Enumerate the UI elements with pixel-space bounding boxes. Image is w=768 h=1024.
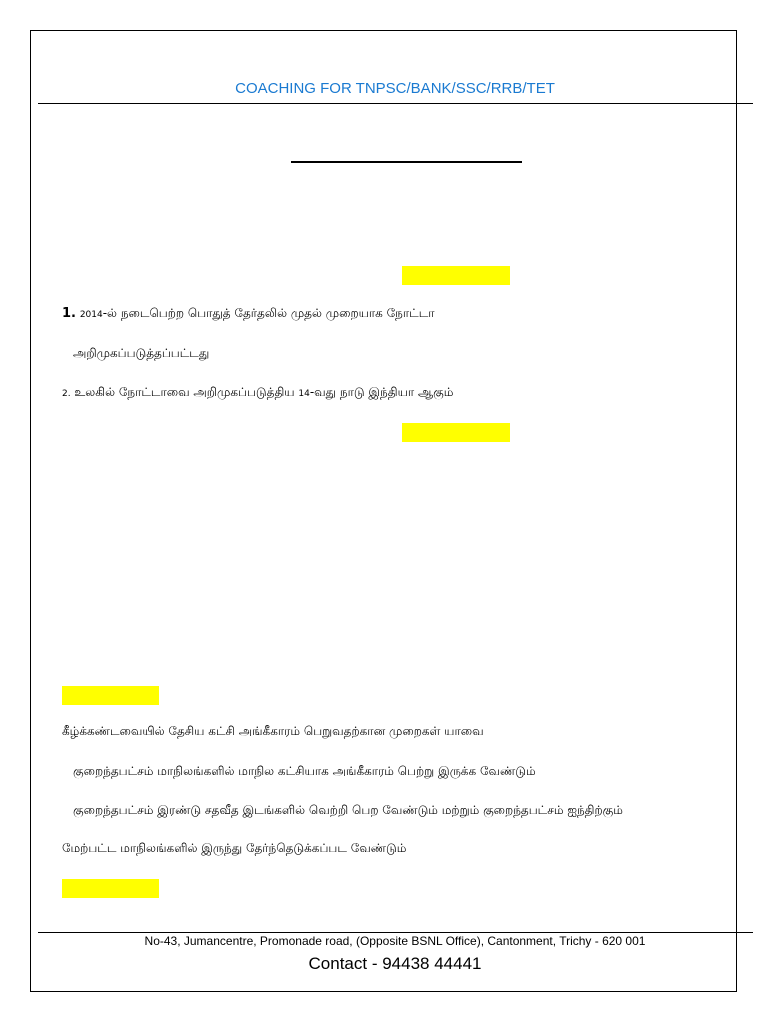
statement-1-number: 1. (62, 306, 76, 321)
answer-highlight-2 (402, 423, 510, 442)
answer-highlight-3 (62, 686, 159, 705)
statement-2-text-a: உலகில் நோட்டாவை அறிமுகப்படுத்திய (74, 385, 295, 399)
answer-highlight-4 (62, 879, 159, 898)
question-2-option-1: குறைந்தபட்சம் மாநிலங்களில் மாநில கட்சியாக அங்கீகாரம் பெற்று இருக்க வேண்டும் (73, 764, 536, 778)
statement-1-text: -ல் நடைபெற்ற பொதுத் தேர்தலில் முதல் முறையாக நோட்டா (102, 306, 435, 320)
statement-1 (62, 306, 435, 322)
header-title: COACHING FOR TNPSC/BANK/SSC/RRB/TET (235, 80, 555, 97)
footer-contact: Contact - 94438 44441 (308, 954, 482, 973)
statement-2 (62, 385, 453, 401)
question-2-option-2: குறைந்தபட்சம் இரண்டு சதவீத இடங்களில் வெற்றி பெற வேண்டும் மற்றும் குறைந்தபட்சம் ஐந்திற்கும் (73, 803, 623, 817)
answer-highlight-1 (402, 266, 510, 285)
question-2-text: கீழ்க்கண்டவையில் தேசிய கட்சி அங்கீகாரம் பெறுவதற்கான முறைகள் யாவை (62, 724, 484, 738)
statement-2-ordinal: 14 (298, 389, 310, 399)
header-divider (38, 103, 753, 104)
statement-1-continued: அறிமுகப்படுத்தப்பட்டது (73, 346, 210, 360)
footer-address: No-43, Jumancentre, Promonade road, (Opposite BSNL Office), Cantonment, Trichy - 620 001 (144, 934, 646, 948)
title-underline (291, 161, 522, 163)
statement-2-number: 2. (62, 389, 71, 399)
statement-1-year: 2014 (79, 310, 103, 320)
statement-2-text-b: -வது நாடு இந்தியா ஆகும் (309, 385, 454, 399)
question-2-option-2-continued: மேற்பட்ட மாநிலங்களில் இருந்து தேர்ந்தெடுக்கப்பட வேண்டும் (62, 841, 407, 855)
footer-divider (38, 932, 753, 933)
